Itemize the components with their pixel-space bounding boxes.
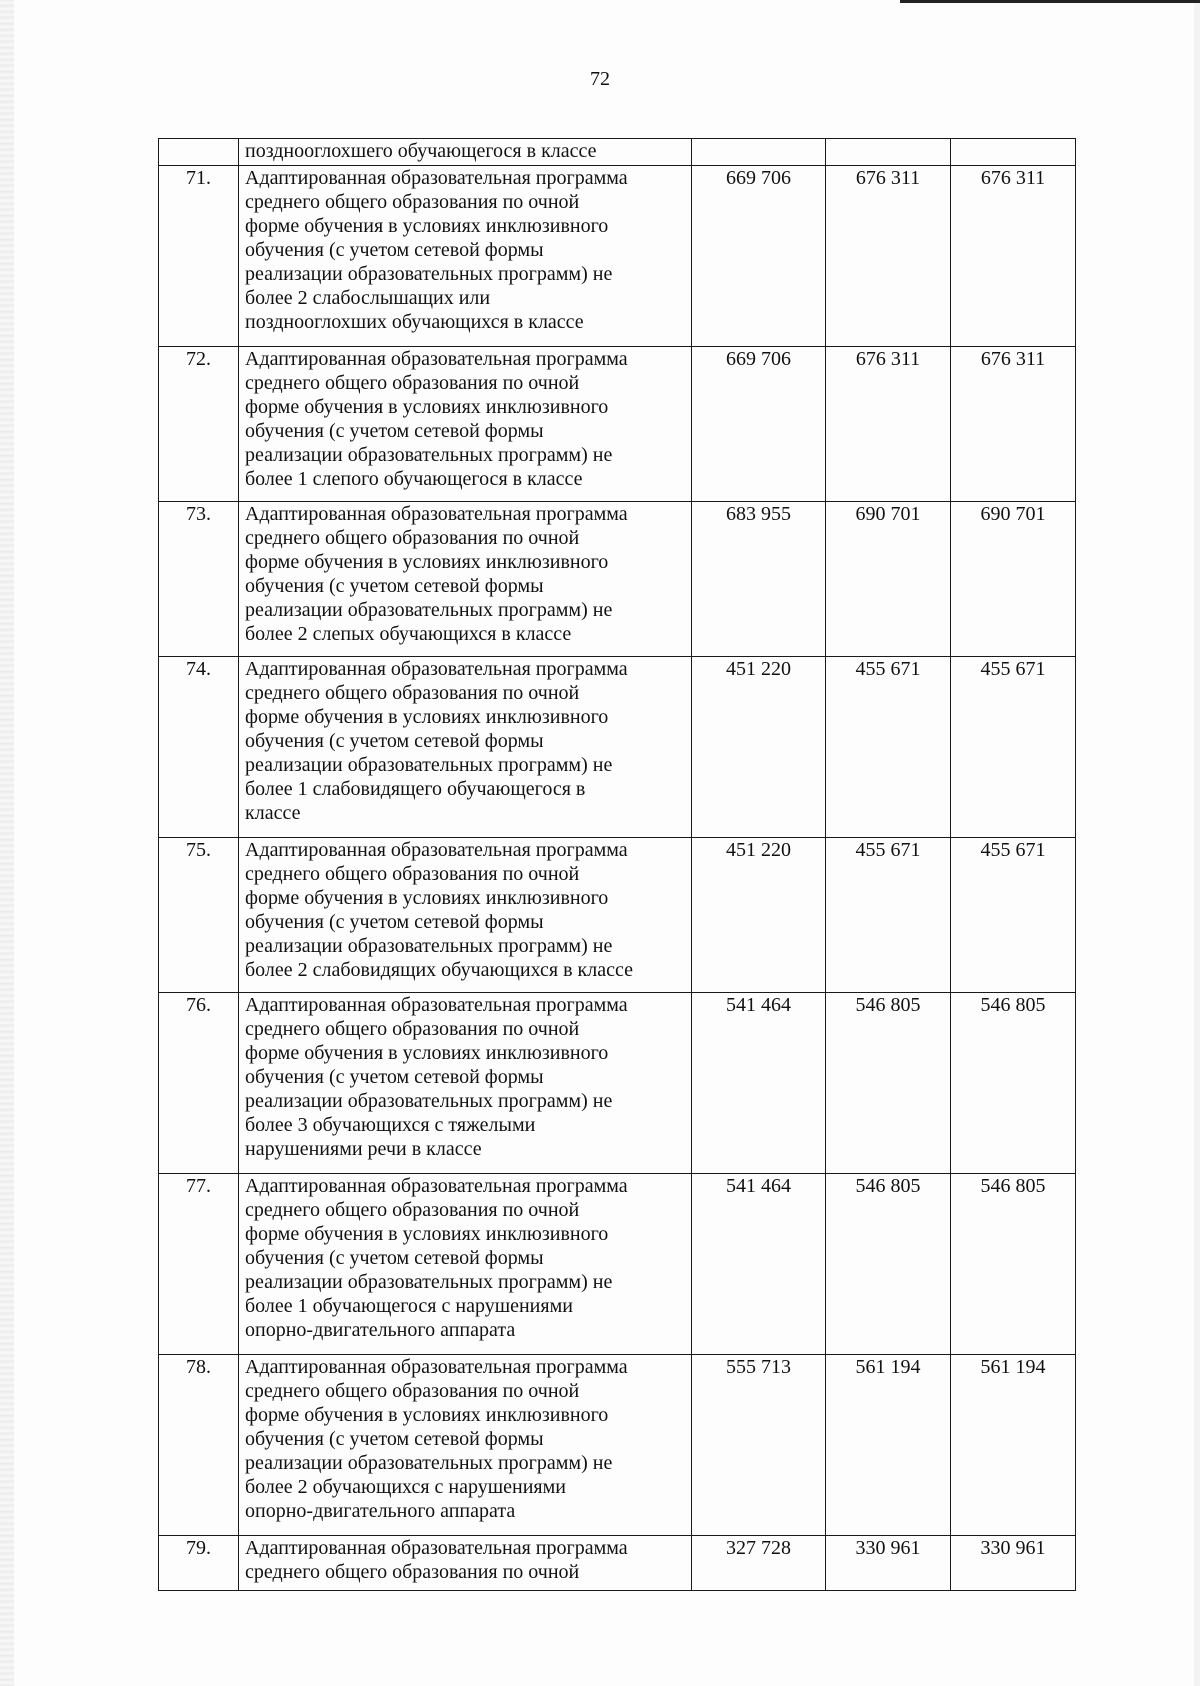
row-value-1: [692, 139, 826, 166]
row-number: 79.: [159, 1536, 239, 1591]
table-row-continuation: [159, 139, 1076, 166]
row-value-2: 676 311: [826, 166, 951, 347]
row-value-1: 451 220: [692, 657, 826, 838]
scan-edge-left: [0, 0, 14, 1686]
row-value-2: 676 311: [826, 347, 951, 502]
row-value-1: 683 955: [692, 502, 826, 657]
row-number: 72.: [159, 347, 239, 502]
row-description: Адаптированная образовательная программа среднего общего образования по очной: [239, 1536, 692, 1591]
row-description: позднооглохшего обучающегося в классе: [239, 139, 692, 166]
row-value-3: [951, 139, 1076, 166]
table-row: [159, 657, 1076, 838]
row-value-1: 451 220: [692, 838, 826, 993]
table-row: [159, 502, 1076, 657]
row-value-2: 546 805: [826, 1174, 951, 1355]
row-number: 77.: [159, 1174, 239, 1355]
row-description: Адаптированная образовательная программа среднего общего образования по очной форме обучения в условиях инклюзивного обучения (с учетом сетевой формы реализации образовательных программ) не более 2 слепых обучающихся в классе: [239, 502, 692, 657]
row-value-1: 541 464: [692, 993, 826, 1174]
row-value-3: 546 805: [951, 1174, 1076, 1355]
row-value-3: 690 701: [951, 502, 1076, 657]
table-row: [159, 838, 1076, 993]
row-number: 75.: [159, 838, 239, 993]
row-description: Адаптированная образовательная программа среднего общего образования по очной форме обучения в условиях инклюзивного обучения (с учетом сетевой формы реализации образовательных программ) не более 1 слабовидящего обучающегося в классе: [239, 657, 692, 838]
row-description: Адаптированная образовательная программа среднего общего образования по очной форме обучения в условиях инклюзивного обучения (с учетом сетевой формы реализации образовательных программ) не более 1 слепого обучающегося в классе: [239, 347, 692, 502]
row-description: Адаптированная образовательная программа среднего общего образования по очной форме обучения в условиях инклюзивного обучения (с учетом сетевой формы реализации образовательных программ) не более 2 обучающихся с нарушениями опорно-двигательного аппарата: [239, 1355, 692, 1536]
row-value-3: 676 311: [951, 166, 1076, 347]
row-value-2: 455 671: [826, 657, 951, 838]
row-number: [159, 139, 239, 166]
row-value-2: 561 194: [826, 1355, 951, 1536]
row-value-3: 330 961: [951, 1536, 1076, 1591]
row-value-2: [826, 139, 951, 166]
row-number: 73.: [159, 502, 239, 657]
row-value-1: 669 706: [692, 347, 826, 502]
row-value-3: 561 194: [951, 1355, 1076, 1536]
row-number: 71.: [159, 166, 239, 347]
row-number: 74.: [159, 657, 239, 838]
row-value-1: 555 713: [692, 1355, 826, 1536]
table-row: [159, 1536, 1076, 1591]
top-edge-line: [900, 0, 1200, 3]
table-body: [159, 139, 1076, 1591]
cost-table: [158, 138, 1076, 1591]
row-value-3: 455 671: [951, 838, 1076, 993]
row-description: Адаптированная образовательная программа среднего общего образования по очной форме обучения в условиях инклюзивного обучения (с учетом сетевой формы реализации образовательных программ) не более 2 слабовидящих обучающихся в классе: [239, 838, 692, 993]
table-row: [159, 1174, 1076, 1355]
row-number: 78.: [159, 1355, 239, 1536]
row-value-1: 327 728: [692, 1536, 826, 1591]
row-value-2: 330 961: [826, 1536, 951, 1591]
table-row: [159, 993, 1076, 1174]
row-value-3: 455 671: [951, 657, 1076, 838]
table-row: [159, 347, 1076, 502]
table-row: [159, 166, 1076, 347]
row-value-2: 455 671: [826, 838, 951, 993]
row-value-3: 676 311: [951, 347, 1076, 502]
row-number: 76.: [159, 993, 239, 1174]
row-value-1: 669 706: [692, 166, 826, 347]
table-row: [159, 1355, 1076, 1536]
page-number: 72: [590, 68, 610, 90]
row-value-2: 690 701: [826, 502, 951, 657]
row-description: Адаптированная образовательная программа среднего общего образования по очной форме обучения в условиях инклюзивного обучения (с учетом сетевой формы реализации образовательных программ) не более 2 слабослышащих или позднооглохших обучающихся в классе: [239, 166, 692, 347]
row-description: Адаптированная образовательная программа среднего общего образования по очной форме обучения в условиях инклюзивного обучения (с учетом сетевой формы реализации образовательных программ) не более 3 обучающихся с тяжелыми нарушениями речи в классе: [239, 993, 692, 1174]
row-value-1: 541 464: [692, 1174, 826, 1355]
row-value-2: 546 805: [826, 993, 951, 1174]
scan-edge-right: [1194, 0, 1200, 1686]
row-description: Адаптированная образовательная программа среднего общего образования по очной форме обучения в условиях инклюзивного обучения (с учетом сетевой формы реализации образовательных программ) не более 1 обучающегося с нарушениями опорно-двигательного аппарата: [239, 1174, 692, 1355]
row-value-3: 546 805: [951, 993, 1076, 1174]
